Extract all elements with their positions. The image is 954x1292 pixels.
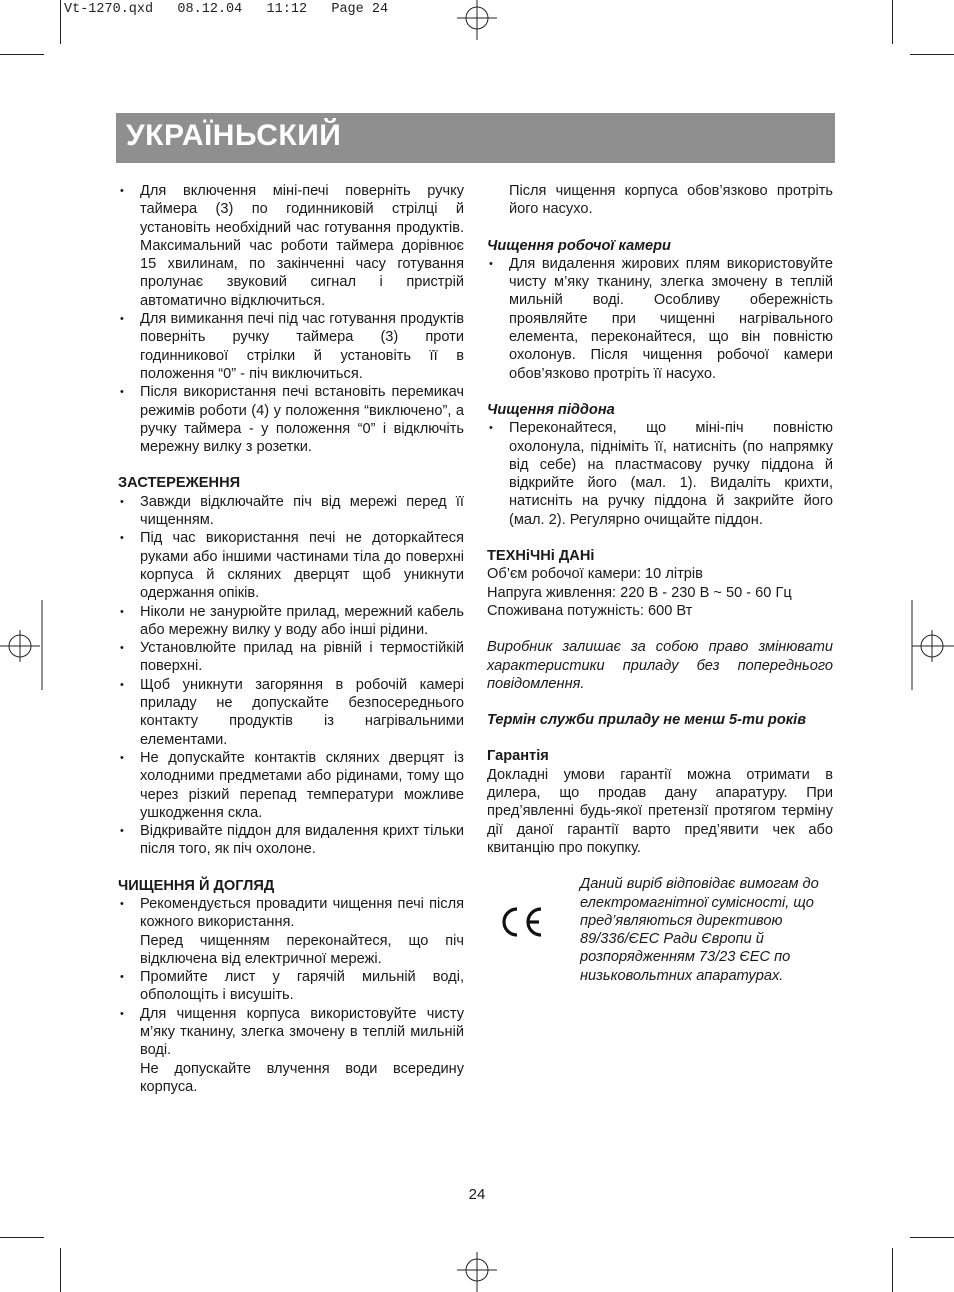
warnings-heading: ЗАСТЕРЕЖЕННЯ <box>118 475 241 492</box>
service-life-note: Термін служби приладу не менш 5-ти років <box>487 712 807 729</box>
ce-mark-icon <box>497 905 545 939</box>
spec-line: Споживана потужність: 600 Вт <box>487 602 693 619</box>
left-column <box>118 182 464 1096</box>
list-item: • Для вимикання печі під час готування продуктів поверніть ручку таймера (3) проти годинникової стрілки й установіть її в положення “0” - піч виключиться. <box>118 310 464 383</box>
ce-statement: Даний виріб відповідає вимогам до електромагнітної сумісності, що пред’являються директивою 89/336/ЄЕС Ради Європи й розпорядженням 73/23 ЄЕС по низьковольтних апаратурах. <box>580 876 819 984</box>
crop-mark-icon <box>910 54 954 55</box>
cleaning-heading: ЧИЩЕННЯ Й ДОГЛЯД <box>118 877 275 894</box>
list-item: • Під час використання печі не доторкайтеся руками або іншими частинами тіла до поверхні корпуса й скляних дверцят щоб уникнути одержання опіків. <box>118 529 464 602</box>
crop-mark-icon <box>0 54 44 55</box>
crop-mark-icon <box>60 0 61 44</box>
right-column <box>487 182 833 985</box>
list-item: • Промийте лист у гарячій мильній воді, обполощіть і висушіть. <box>118 968 464 1005</box>
chamber-cleaning-heading: Чищення робочої камери <box>487 237 671 254</box>
list-item-continuation: Перед чищенням переконайтеся, що піч відключена від електричної мережі. <box>140 932 464 967</box>
section-banner <box>116 113 835 163</box>
list-item: • Ніколи не занурюйте прилад, мережний кабель або мережну вилку у воду або інші рідини. <box>118 603 464 640</box>
list-item: • Не допускайте контактів скляних дверцят із холодними предметами або рідинами, тому що через різкий перепад температури можливе ушкодження скла. <box>118 749 464 822</box>
registration-mark-icon <box>457 1252 497 1292</box>
crop-mark-icon <box>60 1248 61 1292</box>
registration-mark-icon <box>0 600 44 690</box>
list-item: • Після використання печі встановіть перемикач режимів роботи (4) у положення “виключено”, а ручку таймера - у положення “0” і відключіть мережну вилку з розетки. <box>118 383 464 456</box>
manufacturer-note: Виробник залишає за собою право змінювати характеристики приладу без попереднього повідомлення. <box>487 639 833 692</box>
list-item: • Для видалення жирових плям використовуйте чисту м’яку тканину, злегка змочену в теплій мильній воді. Особливу обережність проявляйте при чищенні нагрівального елемента, переконайтеся, що він повністю охолонув. Після чищення робочої камери обов’язково протріть її насухо. <box>487 255 833 383</box>
list-item: • Відкривайте піддон для видалення крихт тільки після того, як піч охолоне. <box>118 822 464 859</box>
tray-cleaning-heading: Чищення піддона <box>487 401 615 418</box>
page-number: 24 <box>468 1186 486 1203</box>
warranty-text: Докладні умови гарантії можна отримати в дилера, що продав дану апаратуру. При пред’явленні будь-якої претензії протягом терміну дії даної гарантії варто пред’явити чек або квитанцію про покупку. <box>487 766 833 856</box>
warranty-heading: Гарантія <box>487 748 549 765</box>
list-item-continuation: Після чищення корпуса обов’язково протріть його насухо. <box>509 183 833 218</box>
print-info: Vt-1270.qxd 08.12.04 11:12 Page 24 <box>64 2 389 17</box>
crop-mark-icon <box>0 1237 44 1238</box>
registration-mark-icon <box>910 600 954 690</box>
crop-mark-icon <box>892 1248 893 1292</box>
list-item: • Переконайтеся, що міні-піч повністю охолонула, підніміть її, натисніть (по напрямку від себе) на пластмасову ручку піддона й відкрийте його (мал. 1). Видаліть крихти, натисніть на ручку піддона й закрийте його (мал. 2). Регулярно очищайте піддон. <box>487 419 833 529</box>
specs-heading: ТЕХНіЧНі ДАНі <box>487 548 595 565</box>
spec-line: Об’єм робочої камери: 10 літрів <box>487 566 703 583</box>
ce-compliance-block <box>487 875 833 985</box>
registration-mark-icon <box>457 0 497 40</box>
crop-mark-icon <box>910 1237 954 1238</box>
section-title: УКРАЇНЬСКИЙ <box>126 119 342 152</box>
list-item: • Щоб уникнути загоряння в робочій камері приладу не допускайте безпосереднього контакту продуктів із нагрівальними елементами. <box>118 676 464 749</box>
list-item: • Рекомендується провадити чищення печі після кожного використання. <box>118 895 464 932</box>
spec-line: Напруга живлення: 220 В - 230 В ~ 50 - 60 Гц <box>487 584 792 601</box>
list-item-continuation: Не допускайте влучення води всередину корпуса. <box>140 1060 464 1095</box>
list-item: • Для чищення корпуса використовуйте чисту м’яку тканину, злегка змочену в теплій мильній воді. <box>118 1005 464 1060</box>
crop-mark-icon <box>892 0 893 44</box>
list-item: • Завжди відключайте піч від мережі перед її чищенням. <box>118 493 464 530</box>
list-item: • Установлюйте прилад на рівній і термостійкій поверхні. <box>118 639 464 676</box>
list-item: • Для включення міні-печі поверніть ручку таймера (3) по годинниковій стрілці й установіть необхідний час готування продуктів. Максимальний час роботи таймера дорівнює 15 хвилинам, по закінченні часу готування пролунає звуковий сигнал і пристрій автоматично відключиться. <box>118 182 464 310</box>
